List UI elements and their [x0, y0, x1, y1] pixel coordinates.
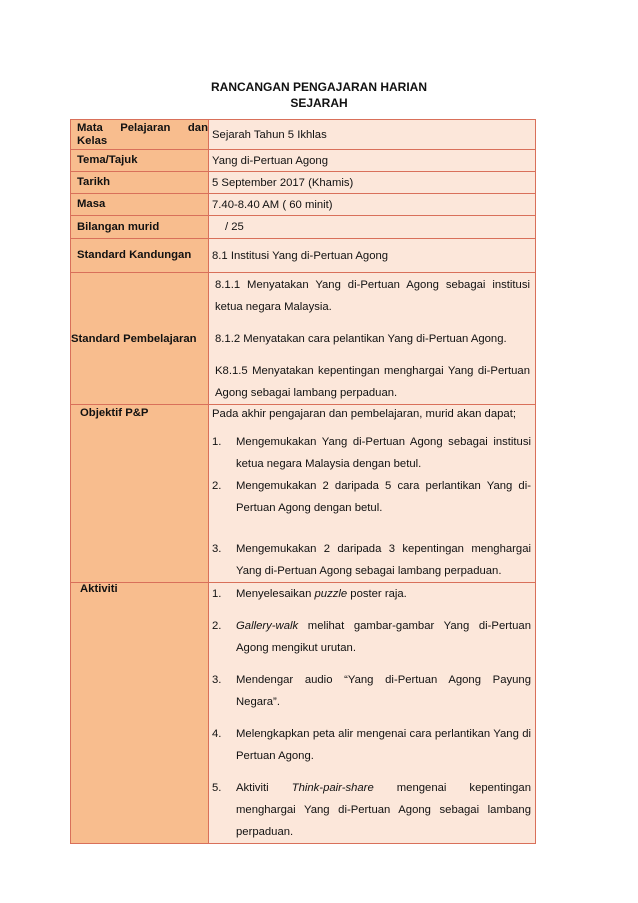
row-tarikh: [71, 172, 536, 194]
objektif-list: [212, 431, 531, 582]
value-mata-pelajaran: Sejarah Tahun 5 Ikhlas: [209, 120, 536, 150]
label-objektif: Objektif P&P: [71, 405, 209, 583]
value-tarikh: 5 September 2017 (Khamis): [209, 172, 536, 194]
label-tema: Tema/Tajuk: [71, 150, 209, 172]
row-objektif: [71, 405, 536, 583]
value-masa: 7.40-8.40 AM ( 60 minit): [209, 194, 536, 216]
value-tema: Yang di-Pertuan Agong: [209, 150, 536, 172]
aktiviti-item-3: 3. Mendengar audio “Yang di-Pertuan Agong Payung Negara”.: [212, 674, 531, 708]
value-bilangan: / 25: [209, 216, 536, 239]
row-aktiviti: [71, 583, 536, 844]
objektif-item-3: 3. Mengemukakan 2 daripada 3 kepentingan menghargai Yang di-Pertuan Agong sebagai lambang perpaduan.: [212, 543, 531, 577]
lesson-plan-table: [70, 119, 536, 844]
objektif-intro: Pada akhir pengajaran dan pembelajaran, murid akan dapat;: [212, 408, 516, 420]
value-aktiviti: [209, 583, 536, 844]
objektif-item-2: 2. Mengemukakan 2 daripada 5 cara perlantikan Yang di-Pertuan Agong dengan betul.: [212, 480, 531, 514]
aktiviti-item-1: 1. Menyelesaikan puzzle poster raja.: [212, 588, 407, 600]
value-objektif: [209, 405, 536, 583]
label-bilangan: Bilangan murid: [71, 216, 209, 239]
aktiviti-item-2: 2. Gallery-walk melihat gambar-gambar Yang di-Pertuan Agong mengikut urutan.: [212, 620, 531, 654]
label-aktiviti: Aktiviti: [71, 583, 209, 844]
aktiviti-list: [212, 583, 531, 843]
document-title: RANCANGAN PENGAJARAN HARIAN: [210, 80, 427, 94]
label-tarikh: Tarikh: [71, 172, 209, 194]
objektif-item-1: 1. Mengemukakan Yang di-Pertuan Agong sebagai institusi ketua negara Malaysia dengan betul.: [212, 436, 531, 470]
row-tema: [71, 150, 536, 172]
sp-item-2: 8.1.2 Menyatakan cara pelantikan Yang di-Pertuan Agong.: [215, 332, 507, 345]
label-standard-pembelajaran: Standard Pembelajaran: [71, 273, 209, 405]
value-standard-kandungan: 8.1 Institusi Yang di-Pertuan Agong: [209, 239, 536, 273]
row-standard-kandungan: [71, 239, 536, 273]
row-masa: [71, 194, 536, 216]
document-subtitle: SEJARAH: [290, 96, 348, 110]
row-standard-pembelajaran: [71, 273, 536, 405]
row-bilangan: [71, 216, 536, 239]
label-masa: Masa: [71, 194, 209, 216]
label-mata-pelajaran: Mata Pelajaran dan Kelas: [71, 120, 209, 150]
sp-item-3: K8.1.5 Menyatakan kepentingan menghargai Yang di-Pertuan Agong sebagai lambang perpaduan.: [215, 364, 530, 399]
aktiviti-item-4: 4. Melengkapkan peta alir mengenai cara perlantikan Yang di Pertuan Agong.: [212, 728, 531, 762]
sp-item-1: 8.1.1 Menyatakan Yang di-Pertuan Agong sebagai institusi ketua negara Malaysia.: [215, 278, 530, 313]
row-mata-pelajaran: [71, 120, 536, 150]
value-standard-pembelajaran: [209, 273, 536, 405]
aktiviti-item-5: 5. Aktiviti Think-pair-share mengenai kepentingan menghargai Yang di-Pertuan Agong sebagai lambang perpaduan.: [212, 782, 531, 838]
label-standard-kandungan: Standard Kandungan: [71, 239, 209, 273]
